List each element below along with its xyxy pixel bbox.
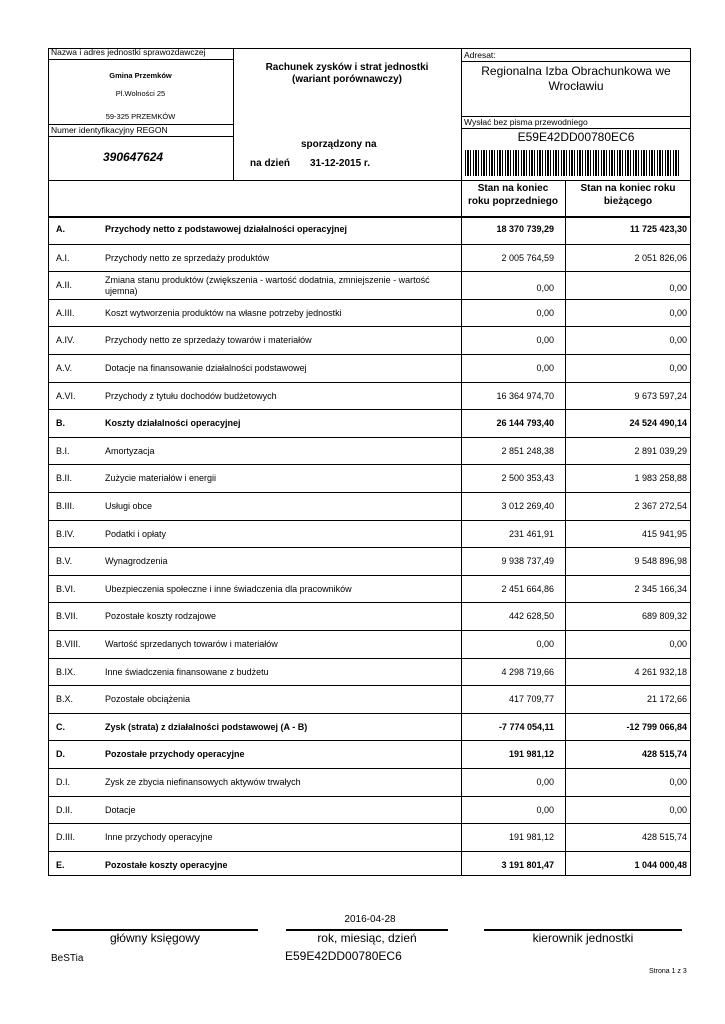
report-title-line2: (wariant porównawczy): [291, 74, 402, 85]
row-value-current: 2 891 039,29: [634, 445, 687, 456]
row-value-current: 0,00: [669, 307, 687, 318]
row-value-previous: 9 938 737,49: [501, 556, 554, 567]
table-row: [48, 685, 691, 713]
row-value-previous: 4 298 719,66: [501, 666, 554, 677]
row-value-previous: 2 005 764,59: [501, 252, 554, 263]
row-value-current: 9 673 597,24: [634, 390, 687, 401]
row-label: Pozostałe koszty rodzajowe: [105, 611, 217, 622]
regon-label: Numer identyfikacyjny REGON: [51, 125, 168, 135]
row-value-current: 2 345 166,34: [634, 583, 687, 594]
row-code: B.VIII.: [56, 639, 81, 649]
date-label: na dzień: [250, 158, 291, 169]
addressee-label: Adresat:: [464, 50, 496, 60]
table-row: [48, 244, 691, 272]
head-label: kierownik jednostki: [532, 931, 634, 945]
addressee-label-line: [461, 61, 691, 62]
row-label: Pozostałe koszty operacyjne: [105, 859, 228, 870]
row-code: B.VI.: [56, 583, 76, 594]
row-value-previous: 0,00: [536, 777, 554, 787]
row-code: A.III.: [56, 307, 75, 318]
row-code: A.II.: [56, 280, 73, 291]
row-value-current: 0,00: [669, 363, 687, 373]
row-value-current: 428 515,74: [641, 832, 687, 843]
row-label: Przychody z tytułu dochodów budżetowych: [105, 390, 277, 401]
row-label: Inne świadczenia finansowane z budżetu: [105, 666, 269, 677]
row-value-current: 11 725 423,30: [629, 224, 687, 234]
row-label: Koszty działalności operacyjnej: [105, 418, 241, 429]
row-code: D.III.: [56, 832, 76, 843]
row-label: Dotacje na finansowanie działalności podstawowej: [105, 363, 307, 373]
row-value-current: 21 172,66: [646, 694, 687, 705]
row-value-current: 689 809,32: [641, 611, 687, 622]
unit-label-line: [48, 59, 233, 60]
row-value-previous: 191 981,12: [508, 832, 554, 843]
row-code: B.II.: [56, 473, 73, 484]
table-row: [48, 464, 691, 492]
row-label: Wynagrodzenia: [105, 556, 168, 567]
row-label: Pozostałe obciążenia: [105, 694, 191, 705]
page-number: Strona 1 z 3: [649, 968, 687, 975]
table-row: [48, 740, 691, 768]
row-value-current: 0,00: [669, 283, 687, 294]
row-label: Przychody netto z podstawowej działalności operacyjnej: [105, 224, 348, 234]
row-code: B.III.: [56, 501, 75, 511]
row-code: C.: [56, 721, 65, 732]
row-value-previous: 0,00: [536, 335, 554, 346]
header-bottom-line: [48, 180, 691, 181]
row-label: Przychody netto ze sprzedaży towarów i materiałów: [105, 335, 312, 346]
accountant-label: główny księgowy: [109, 931, 201, 945]
row-code: B.IV.: [56, 528, 75, 539]
table-row: [48, 768, 691, 796]
row-value-previous: 0,00: [536, 804, 554, 815]
row-label: Koszt wytworzenia produktów na własne potrzeby jednostki: [105, 307, 342, 318]
row-code: B.: [56, 418, 65, 429]
signature-date: 2016-04-28: [344, 914, 396, 925]
row-value-current: 428 515,74: [641, 749, 687, 760]
software-name: BeSTia: [51, 953, 84, 964]
regon-value: 390647624: [103, 150, 164, 164]
document-code: E59E42DD00780EC6: [517, 130, 635, 144]
row-value-previous: -7 774 054,11: [498, 721, 554, 732]
row-value-current: 2 367 272,54: [634, 501, 687, 511]
row-value-previous: 2 500 353,43: [501, 473, 554, 484]
row-value-current: -12 799 066,84: [626, 721, 687, 732]
row-code: B.VII.: [56, 611, 79, 622]
row-code: A.VI.: [56, 390, 76, 401]
row-value-current: 1 044 000,48: [634, 859, 687, 870]
row-value-previous: 2 851 248,38: [501, 445, 554, 456]
table-row: [48, 630, 691, 658]
row-code: B.I.: [56, 445, 70, 456]
table-row: [48, 796, 691, 824]
row-label: Inne przychody operacyjne: [105, 832, 213, 843]
table-row: [48, 547, 691, 575]
row-label: Dotacje: [105, 804, 136, 815]
table-row: [48, 216, 691, 244]
row-code: E.: [56, 859, 65, 870]
table-row: [48, 409, 691, 437]
table-row: [48, 299, 691, 327]
row-code: A.I.: [56, 252, 70, 263]
row-code: A.: [56, 224, 65, 234]
row-value-previous: 3 012 269,40: [501, 501, 554, 511]
unit-label: Nazwa i adres jednostki sprawozdawczej: [51, 47, 206, 57]
table-row: [48, 658, 691, 686]
table-row: [48, 713, 691, 741]
row-value-current: 9 548 896,98: [634, 556, 687, 567]
table-row: [48, 326, 691, 354]
row-value-previous: 16 364 974,70: [496, 390, 554, 401]
table-row: [48, 602, 691, 630]
row-value-previous: 2 451 664,86: [501, 583, 554, 594]
date-field-label: rok, miesiąc, dzień: [317, 931, 417, 945]
row-value-previous: 18 370 739,29: [496, 224, 554, 234]
column-prev-line2: roku poprzedniego: [468, 196, 558, 207]
table-row: [48, 382, 691, 410]
row-code: B.V.: [56, 556, 73, 567]
addressee-line1: Regionalna Izba Obrachunkowa we: [481, 64, 671, 78]
row-value-previous: 442 628,50: [508, 611, 554, 622]
row-value-previous: 0,00: [536, 283, 554, 294]
send-label-line: [461, 128, 691, 129]
row-value-previous: 417 709,77: [508, 694, 554, 705]
row-label: Pozostałe przychody operacyjne: [105, 749, 245, 760]
row-code: D.I.: [56, 777, 71, 787]
row-label: Wartość sprzedanych towarów i materiałów: [105, 639, 278, 649]
column-prev-line1: Stan na koniec: [477, 183, 549, 194]
row-code: B.IX.: [56, 666, 76, 677]
row-value-current: 24 524 490,14: [629, 418, 687, 429]
regon-label-line: [48, 136, 233, 137]
table-row: [48, 271, 691, 299]
row-label: Usługi obce: [105, 501, 153, 511]
row-value-current: 415 941,95: [641, 528, 687, 539]
footer-document-code: E59E42DD00780EC6: [285, 949, 402, 963]
row-code: A.V.: [56, 363, 73, 373]
report-title-line1: Rachunek zysków i strat jednostki: [265, 62, 429, 73]
row-value-previous: 0,00: [536, 363, 554, 373]
row-label: Zużycie materiałów i energii: [105, 473, 217, 484]
row-value-previous: 0,00: [536, 307, 554, 318]
row-code: D.II.: [56, 804, 73, 815]
send-label: Wysłać bez pisma przewodniego: [464, 117, 588, 127]
row-code: A.IV.: [56, 335, 75, 346]
row-value-current: 2 051 826,06: [634, 252, 687, 263]
row-value-previous: 3 191 801,47: [501, 859, 554, 870]
table-row: [48, 437, 691, 465]
unit-street: Pl.Wolności 25: [115, 89, 166, 98]
table-row: [48, 354, 691, 382]
table-row: [48, 520, 691, 548]
row-value-previous: 26 144 793,40: [496, 418, 554, 429]
row-value-previous: 191 981,12: [508, 749, 554, 760]
row-label: Podatki i opłaty: [105, 528, 167, 539]
table-row: [48, 575, 691, 603]
table-row: [48, 492, 691, 520]
table-row: [48, 823, 691, 851]
unit-name: Gmina Przemków: [109, 71, 172, 80]
table-row: [48, 851, 691, 879]
row-label: Zysk (strata) z działalności podstawowej (A - B): [105, 721, 308, 732]
row-value-current: 0,00: [669, 804, 687, 815]
row-label: Ubezpieczenia społeczne i inne świadczenia dla pracowników: [105, 583, 352, 594]
column-curr-line2: bieżącego: [603, 196, 653, 207]
column-curr-line1: Stan na koniec roku: [580, 183, 676, 194]
row-value-previous: 231 461,91: [508, 528, 554, 539]
row-value-current: 0,00: [669, 639, 687, 649]
row-value-previous: 0,00: [536, 639, 554, 649]
row-code: D.: [56, 749, 65, 760]
report-date: 31-12-2015 r.: [310, 158, 371, 169]
unit-city: 59-325 PRZEMKÓW: [105, 112, 176, 121]
row-label: Amortyzacja: [105, 445, 155, 456]
row-label: Zmiana stanu produktów (zwiększenia - wartość dodatnia, zmniejszenie - wartość ujemna): [105, 275, 430, 296]
row-value-current: 0,00: [669, 777, 687, 787]
row-label: Przychody netto ze sprzedaży produktów: [105, 252, 270, 263]
row-value-current: 1 983 258,88: [634, 473, 687, 484]
row-value-current: 4 261 932,18: [634, 666, 687, 677]
row-code: B.X.: [56, 694, 74, 705]
barcode-image: [465, 150, 679, 176]
row-value-current: 0,00: [669, 335, 687, 346]
addressee-line2: Wrocławiu: [548, 79, 604, 93]
row-label: Zysk ze zbycia niefinansowych aktywów trwałych: [105, 777, 301, 787]
prepared-label: sporządzony na: [301, 139, 377, 150]
